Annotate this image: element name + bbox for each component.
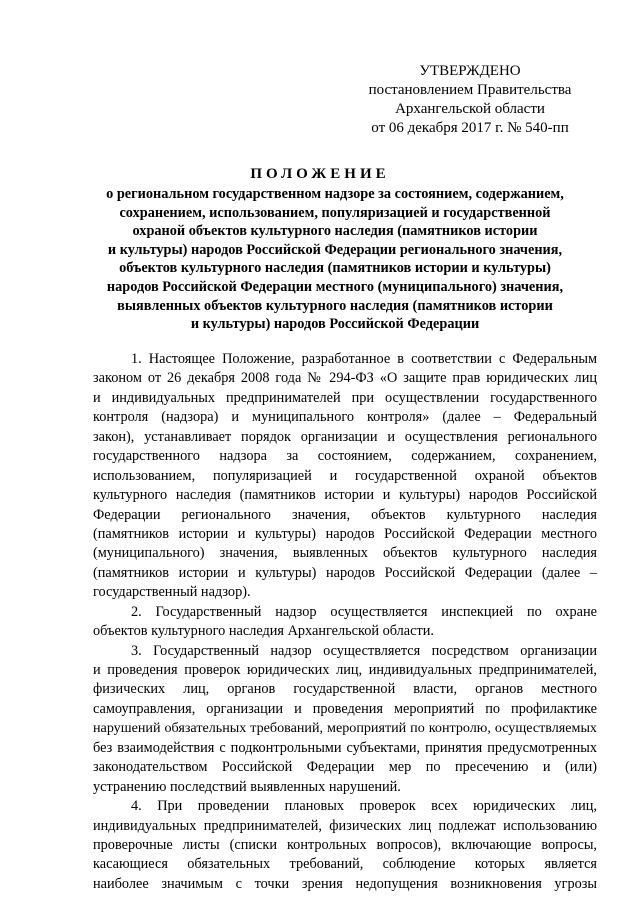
approval-line-1: постановлением Правительства — [368, 82, 572, 98]
paragraph-line: законодательством Российской Федерации мер по пресечению и (или) — [93, 759, 597, 776]
paragraph-line: 4. При проведении плановых проверок всех юридических лиц, — [131, 798, 597, 815]
paragraph-line: касающиеся обязательных требований, соблюдение которых является — [93, 856, 597, 873]
subtitle-line: народов Российской Федерации местного (муниципального) значения, — [106, 278, 564, 295]
paragraph-line: нарушений обязательных требований, мероприятий по контролю, осуществляемых — [93, 720, 597, 737]
subtitle-line: о региональном государственном надзоре за состоянием, содержанием, — [106, 186, 564, 202]
paragraph-line: закон), устанавливает порядок организации и осуществления регионального — [93, 428, 597, 445]
approval-line-2: Архангельской области — [395, 101, 545, 117]
paragraph-line: и проведения проверок юридических лиц, индивидуальных предпринимателей, — [93, 662, 597, 678]
subtitle-line: выявленных объектов культурного наследия (памятников истории — [117, 297, 553, 314]
paragraph-line: законом от 26 декабря 2008 года № 294-ФЗ «О защите прав юридических лиц — [93, 370, 597, 387]
paragraph-4 — [93, 797, 597, 894]
subtitle-line: и культуры) народов Российской Федерации — [190, 316, 480, 333]
paragraph-line: (муниципального) значения, выявленных объектов культурного наследия — [93, 545, 597, 562]
paragraph-line: (памятников истории и культуры) народов Российской Федерации местного — [93, 525, 597, 542]
subtitle-line: сохранением, использованием, популяризацией и государственной — [119, 204, 551, 221]
paragraph-3 — [93, 642, 597, 798]
paragraph-line: физических лиц, органов государственной власти, органов местного — [93, 681, 597, 698]
approval-line-3: от 06 декабря 2017 г. № 540-пп — [371, 120, 569, 136]
document-title: ПОЛОЖЕНИЕ — [250, 166, 390, 182]
subtitle-line: и культуры) народов Российской Федерации регионального значения, — [107, 241, 563, 258]
paragraph-line: контроля (надзора) и муниципального контроля» (далее – Федеральный — [93, 409, 597, 426]
approval-heading: УТВЕРЖДЕНО — [419, 63, 521, 79]
paragraph-line: индивидуальных предпринимателей, физических лиц подлежат использованию — [93, 817, 597, 834]
paragraph-line: самоуправления, организации и проведения мероприятий по профилактике — [93, 700, 597, 717]
paragraph-1 — [93, 350, 597, 603]
paragraph-2 — [93, 603, 597, 642]
paragraph-line: 2. Государственный надзор осуществляется инспекцией по охране — [131, 603, 597, 620]
document-body — [93, 350, 597, 894]
paragraph-line: объектов культурного наследия Архангельской области. — [93, 623, 434, 640]
subtitle-line: объектов культурного наследия (памятников истории и культуры) — [119, 260, 551, 277]
paragraph-line: 3. Государственный надзор осуществляется посредством организации — [131, 642, 597, 659]
paragraph-line: использованием, популяризацией и государственной охраной объектов — [93, 467, 597, 484]
paragraph-line: государственный надзор). — [93, 584, 251, 601]
paragraph-line: культурного наследия (памятников истории и культуры) народов Российской — [93, 487, 597, 504]
paragraph-line: наиболее значимым с точки зрения недопущения возникновения угрозы — [93, 875, 597, 892]
paragraph-line: проверочные листы (списки контрольных вопросов), включающие вопросы, — [93, 836, 597, 853]
paragraph-line: и индивидуальных предпринимателей при осуществлении государственного — [93, 389, 597, 406]
subtitle-line: охраной объектов культурного наследия (памятников истории — [132, 223, 538, 240]
paragraph-line: без взаимодействия с подконтрольными субъектами, принятия предусмотренных — [93, 739, 597, 756]
document-subtitle — [95, 185, 575, 334]
paragraph-line: устранению последствий выявленных нарушений. — [93, 778, 401, 795]
approval-stamp — [355, 62, 585, 138]
paragraph-line: Федерации регионального значения, объектов культурного наследия — [93, 506, 597, 523]
paragraph-line: (памятников истории и культуры) народов Российской Федерации (далее – — [93, 564, 597, 581]
paragraph-line: государственного надзора за состоянием, содержанием, сохранением, — [93, 448, 597, 465]
paragraph-line: 1. Настоящее Положение, разработанное в соответствии с Федеральным — [131, 351, 597, 367]
